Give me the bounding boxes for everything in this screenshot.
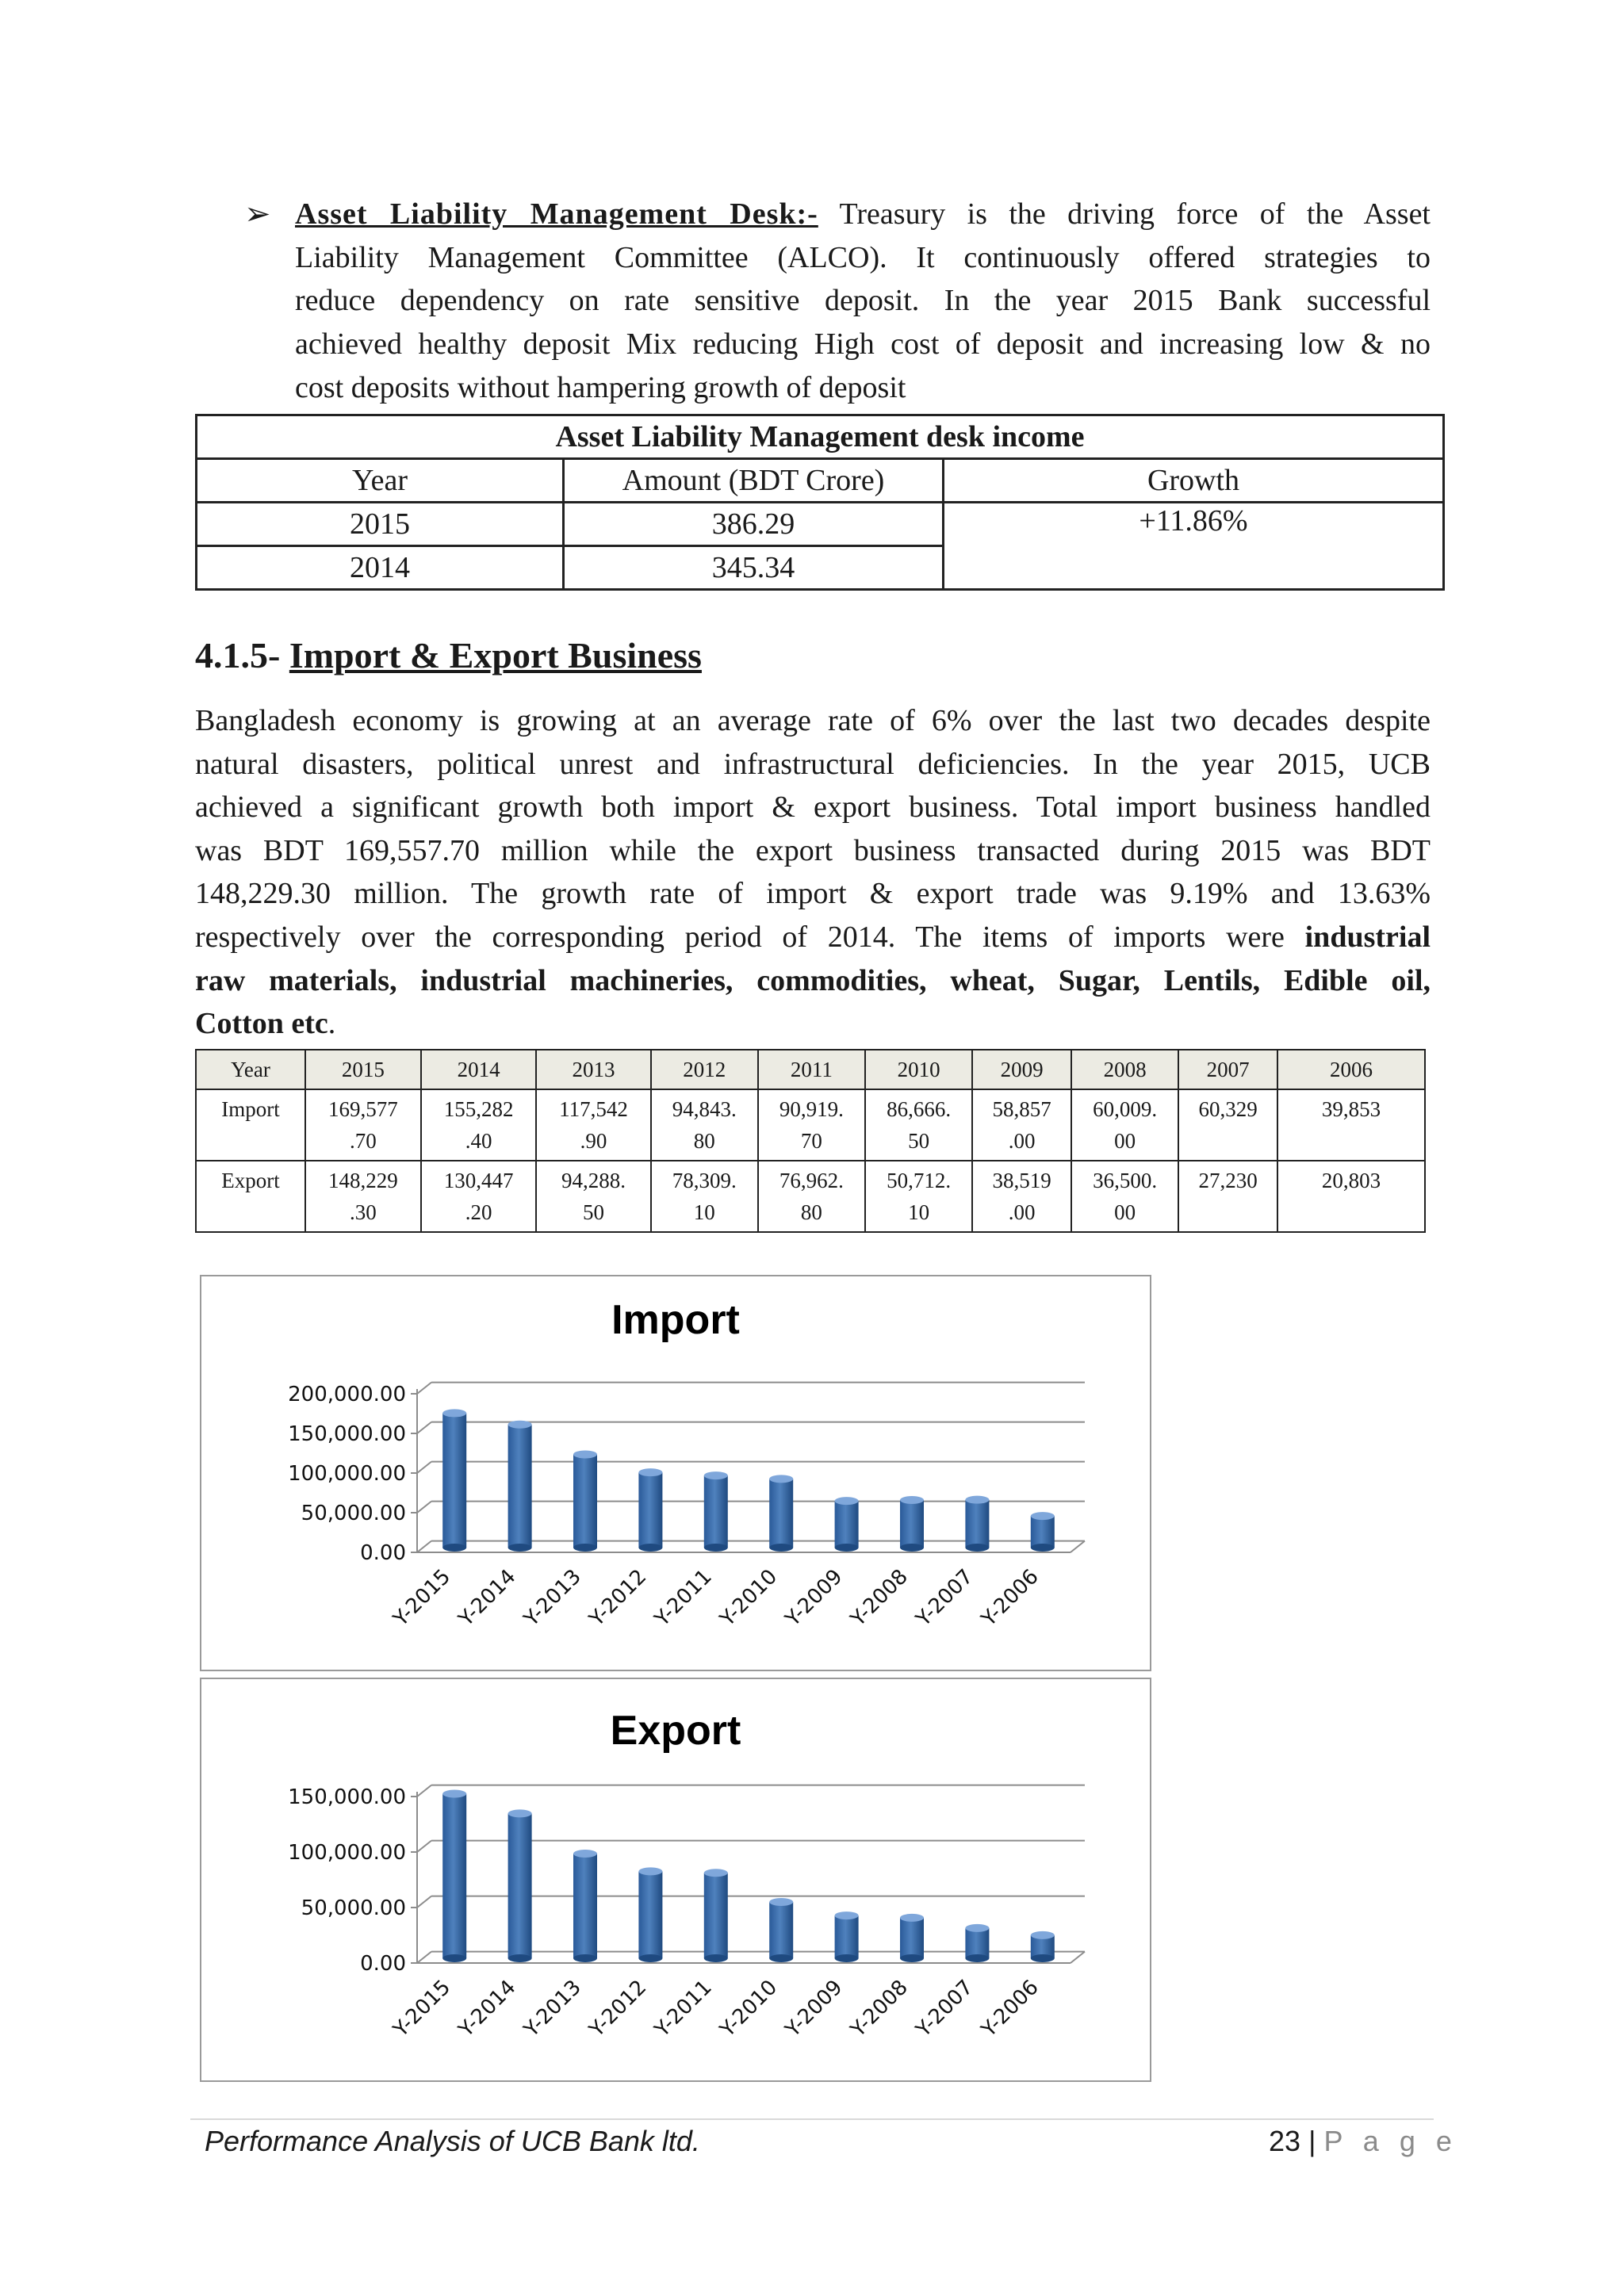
import-grid-diag — [417, 1502, 431, 1513]
import-bar-base — [965, 1544, 989, 1552]
ie-cell: 36,500. 00 — [1071, 1161, 1178, 1232]
ie-cell: 38,519 .00 — [972, 1161, 1071, 1232]
import-bar — [508, 1421, 532, 1552]
export-bar-top — [1031, 1931, 1055, 1939]
ie-cell: 76,962. 80 — [758, 1161, 865, 1232]
ie-cell: 50,712. 10 — [865, 1161, 972, 1232]
ie-cell: 148,229 .30 — [305, 1161, 421, 1232]
import-bar-top — [638, 1468, 662, 1476]
ie-cell: 78,309. 10 — [651, 1161, 758, 1232]
export-grid-diag — [417, 1841, 431, 1852]
alm-row-year: 2014 — [197, 546, 564, 590]
ie-cell: 60,009. 00 — [1071, 1089, 1178, 1161]
import-bar-body — [769, 1479, 793, 1548]
section-line-8-end: . — [327, 1007, 336, 1040]
alm-line-5: cost deposits without hampering growth of deposit — [295, 371, 906, 404]
export-y-tick-label: 150,000.00 — [288, 1785, 406, 1809]
export-grid-diag — [417, 1896, 431, 1908]
ie-year: 2011 — [758, 1050, 865, 1089]
export-bar-base — [835, 1954, 859, 1962]
export-bar-base — [442, 1954, 466, 1962]
export-y-tick-label: 50,000.00 — [301, 1896, 406, 1920]
export-y-tick-label: 100,000.00 — [288, 1841, 406, 1865]
import-bar-body — [508, 1425, 532, 1548]
export-bar-top — [442, 1789, 466, 1797]
export-x-tick-label: Y-2008 — [846, 1975, 913, 2042]
export-x-tick-label: Y-2012 — [584, 1975, 652, 2042]
import-bar-base — [573, 1544, 597, 1552]
import-grid-diag — [417, 1462, 431, 1473]
ie-year: 2015 — [305, 1050, 421, 1089]
export-grid-diag — [417, 1952, 431, 1963]
section-line-2: natural disasters, political unrest and infrastructural deficiencies. In the year 2015, UCB — [195, 748, 1431, 781]
import-bar-base — [835, 1544, 859, 1552]
alm-income-table — [195, 414, 1445, 591]
export-bar-body — [900, 1918, 924, 1958]
export-bar — [835, 1911, 859, 1962]
export-bar — [508, 1809, 532, 1962]
export-x-tick-label: Y-2006 — [977, 1975, 1044, 2042]
import-x-tick-label: Y-2008 — [846, 1564, 913, 1632]
alm-row-amount: 386.29 — [564, 503, 944, 546]
ie-cell: 20,803 — [1277, 1161, 1425, 1232]
import-bar-body — [1031, 1516, 1055, 1548]
export-bar — [442, 1789, 466, 1962]
export-bar — [1031, 1931, 1055, 1962]
export-bar-base — [965, 1954, 989, 1962]
import-bar-base — [508, 1544, 532, 1552]
import-bar — [573, 1450, 597, 1552]
import-y-tick-label: 0.00 — [360, 1541, 406, 1565]
alm-col-amount: Amount (BDT Crore) — [564, 459, 944, 503]
section-line-6-bold: industrial — [1304, 920, 1431, 954]
ie-cell: 27,230 — [1178, 1161, 1277, 1232]
ie-year: 2012 — [651, 1050, 758, 1089]
import-bar — [1031, 1512, 1055, 1552]
export-bar-top — [965, 1924, 989, 1932]
import-bar — [704, 1471, 728, 1552]
section-line-6-text: respectively over the corresponding period of 2014. The items of imports were — [195, 920, 1285, 954]
section-line-1: Bangladesh economy is growing at an average rate of 6% over the last two decades despite — [195, 704, 1431, 737]
ie-cell: 130,447 .20 — [421, 1161, 537, 1232]
import-bar-base — [704, 1544, 728, 1552]
import-bar-base — [638, 1544, 662, 1552]
import-x-tick-label: Y-2015 — [389, 1564, 456, 1632]
ie-cell: 39,853 — [1277, 1089, 1425, 1161]
export-grid-diag — [417, 1785, 431, 1797]
import-bar-base — [1031, 1544, 1055, 1552]
import-x-tick-label: Y-2011 — [650, 1564, 717, 1632]
section-line-8-bold: Cotton etc — [195, 1007, 328, 1040]
section-number: 4.1.5- — [195, 635, 281, 675]
ie-row-label: Import — [196, 1089, 305, 1161]
export-bar-top — [835, 1911, 859, 1919]
import-bar — [900, 1496, 924, 1552]
export-bar — [638, 1867, 662, 1962]
export-bar-base — [638, 1954, 662, 1962]
import-y-tick-label: 200,000.00 — [288, 1383, 406, 1406]
import-bar-body — [900, 1500, 924, 1548]
alm-line-1-text: Treasury is the driving force of the Asset — [839, 197, 1431, 231]
alm-line-1 — [295, 193, 1431, 236]
export-x-tick-label: Y-2013 — [519, 1975, 586, 2042]
import-bar-body — [638, 1472, 662, 1548]
export-bar-top — [573, 1850, 597, 1858]
ie-year: 2013 — [536, 1050, 650, 1089]
ie-cell: 169,577 .70 — [305, 1089, 421, 1161]
ie-year: 2014 — [421, 1050, 537, 1089]
import-bar-top — [573, 1450, 597, 1458]
alm-col-growth: Growth — [944, 459, 1444, 503]
import-bar — [769, 1475, 793, 1552]
import-bar-top — [508, 1421, 532, 1429]
ie-cell: 90,919. 70 — [758, 1089, 865, 1161]
alm-line-3: reduce dependency on rate sensitive deposit. In the year 2015 Bank successful — [295, 284, 1431, 317]
export-chart-svg — [201, 1679, 1150, 2080]
import-bar — [965, 1496, 989, 1552]
section-line-8 — [195, 1002, 1431, 1046]
alm-line-2: Liability Management Committee (ALCO). It continuously offered strategies to — [295, 241, 1431, 274]
alm-line-4: achieved healthy deposit Mix reducing High cost of deposit and increasing low & no — [295, 327, 1431, 361]
import-x-tick-label: Y-2006 — [977, 1564, 1044, 1632]
import-bar-body — [704, 1475, 728, 1548]
import-bar-body — [573, 1454, 597, 1548]
footer-rule — [190, 2118, 1434, 2120]
footer-page-info — [1269, 2125, 1458, 2158]
export-bar-body — [508, 1813, 532, 1958]
import-bar-top — [900, 1496, 924, 1504]
import-chart-svg — [201, 1276, 1150, 1670]
alm-row-year: 2015 — [197, 503, 564, 546]
export-bar-body — [965, 1928, 989, 1958]
export-bar-base — [1031, 1954, 1055, 1962]
footer-page-label: P a g e — [1323, 2125, 1458, 2157]
export-bar-top — [769, 1898, 793, 1906]
import-bar-body — [965, 1500, 989, 1548]
export-bar-base — [508, 1954, 532, 1962]
import-y-tick-label: 50,000.00 — [301, 1502, 406, 1525]
import-bar-base — [900, 1544, 924, 1552]
section-line-3: achieved a significant growth both import & export business. Total import business handled — [195, 790, 1431, 824]
export-bar-body — [638, 1871, 662, 1958]
import-x-tick-label: Y-2014 — [454, 1564, 521, 1632]
footer-separator: | — [1308, 2125, 1316, 2157]
export-bar-body — [704, 1873, 728, 1958]
import-x-tick-label: Y-2012 — [584, 1564, 652, 1632]
ie-cell: 94,288. 50 — [536, 1161, 650, 1232]
export-bar-top — [508, 1809, 532, 1817]
import-bar-top — [835, 1497, 859, 1505]
import-x-tick-label: Y-2009 — [780, 1564, 848, 1632]
export-bar-base — [900, 1954, 924, 1962]
section-heading — [195, 634, 702, 676]
export-bar — [900, 1914, 924, 1962]
export-x-tick-label: Y-2007 — [911, 1975, 979, 2042]
section-line-4: was BDT 169,557.70 million while the export business transacted during 2015 was BDT — [195, 834, 1431, 867]
import-x-tick-label: Y-2013 — [519, 1564, 586, 1632]
ie-row-label: Export — [196, 1161, 305, 1232]
export-bar-body — [442, 1793, 466, 1958]
alm-row-amount: 345.34 — [564, 546, 944, 590]
export-x-axis-end — [1071, 1952, 1085, 1963]
ie-cell: 94,843. 80 — [651, 1089, 758, 1161]
import-x-tick-label: Y-2007 — [911, 1564, 979, 1632]
ie-year: 2009 — [972, 1050, 1071, 1089]
import-chart-title: Import — [611, 1297, 740, 1343]
section-line-7: raw materials, industrial machineries, commodities, wheat, Sugar, Lentils, Edible oil, — [195, 964, 1431, 997]
export-bar-base — [704, 1954, 728, 1962]
import-grid-diag — [417, 1422, 431, 1433]
export-bar-base — [769, 1954, 793, 1962]
ie-cell: 155,282 .40 — [421, 1089, 537, 1161]
export-chart-title: Export — [610, 1708, 741, 1754]
footer-page-number: 23 — [1269, 2125, 1301, 2157]
export-bar — [965, 1924, 989, 1962]
import-bar-top — [965, 1496, 989, 1504]
ie-cell: 86,666. 50 — [865, 1089, 972, 1161]
alm-table-title: Asset Liability Management desk income — [197, 415, 1444, 459]
export-bar-base — [573, 1954, 597, 1962]
import-bar — [835, 1497, 859, 1552]
import-chart — [200, 1275, 1151, 1671]
import-bar-base — [769, 1544, 793, 1552]
ie-header-row — [196, 1050, 1425, 1089]
export-bar-body — [835, 1915, 859, 1958]
import-x-axis-end — [1071, 1541, 1085, 1552]
section-line-5: 148,229.30 million. The growth rate of import & export trade was 9.19% and 13.63% — [195, 877, 1431, 910]
import-bar-body — [835, 1501, 859, 1548]
import-y-tick-label: 150,000.00 — [288, 1422, 406, 1446]
export-x-tick-label: Y-2010 — [715, 1975, 783, 2042]
import-bar-top — [704, 1471, 728, 1479]
ie-cell: 60,329 — [1178, 1089, 1277, 1161]
import-bar — [442, 1409, 466, 1552]
alm-bullet: ➢ — [244, 196, 271, 232]
import-bar-top — [1031, 1512, 1055, 1520]
ie-header-label: Year — [196, 1050, 305, 1089]
alm-heading: Asset Liability Management Desk:- — [295, 197, 818, 231]
export-bar — [573, 1850, 597, 1962]
import-bar-top — [769, 1475, 793, 1483]
export-bar-top — [704, 1869, 728, 1877]
export-bar — [769, 1898, 793, 1962]
ie-year: 2006 — [1277, 1050, 1425, 1089]
ie-year: 2008 — [1071, 1050, 1178, 1089]
export-x-tick-label: Y-2015 — [389, 1975, 456, 2042]
section-title: Import & Export Business — [289, 635, 702, 675]
export-x-tick-label: Y-2011 — [650, 1975, 717, 2042]
ie-cell: 58,857 .00 — [972, 1089, 1071, 1161]
ie-row-import — [196, 1089, 1425, 1161]
export-bar-top — [638, 1867, 662, 1875]
import-x-tick-label: Y-2010 — [715, 1564, 783, 1632]
export-x-tick-label: Y-2009 — [780, 1975, 848, 2042]
alm-col-year: Year — [197, 459, 564, 503]
import-bar — [638, 1468, 662, 1552]
ie-year: 2007 — [1178, 1050, 1277, 1089]
export-bar-body — [573, 1854, 597, 1958]
alm-growth-value: +11.86% — [944, 503, 1444, 590]
export-bar — [704, 1869, 728, 1962]
import-y-tick-label: 100,000.00 — [288, 1462, 406, 1486]
export-chart — [200, 1678, 1151, 2082]
section-line-6 — [195, 916, 1431, 959]
export-bar-top — [900, 1914, 924, 1922]
import-bar-body — [442, 1413, 466, 1548]
export-y-tick-label: 0.00 — [360, 1952, 406, 1976]
ie-year: 2010 — [865, 1050, 972, 1089]
import-bar-base — [442, 1544, 466, 1552]
footer-document-title: Performance Analysis of UCB Bank ltd. — [205, 2125, 700, 2157]
import-grid-diag — [417, 1541, 431, 1552]
import-grid-diag — [417, 1383, 431, 1394]
export-bar-body — [769, 1902, 793, 1958]
ie-row-export — [196, 1161, 1425, 1232]
import-export-table — [195, 1049, 1426, 1233]
import-bar-top — [442, 1409, 466, 1417]
ie-cell: 117,542 .90 — [536, 1089, 650, 1161]
export-x-tick-label: Y-2014 — [454, 1975, 521, 2042]
